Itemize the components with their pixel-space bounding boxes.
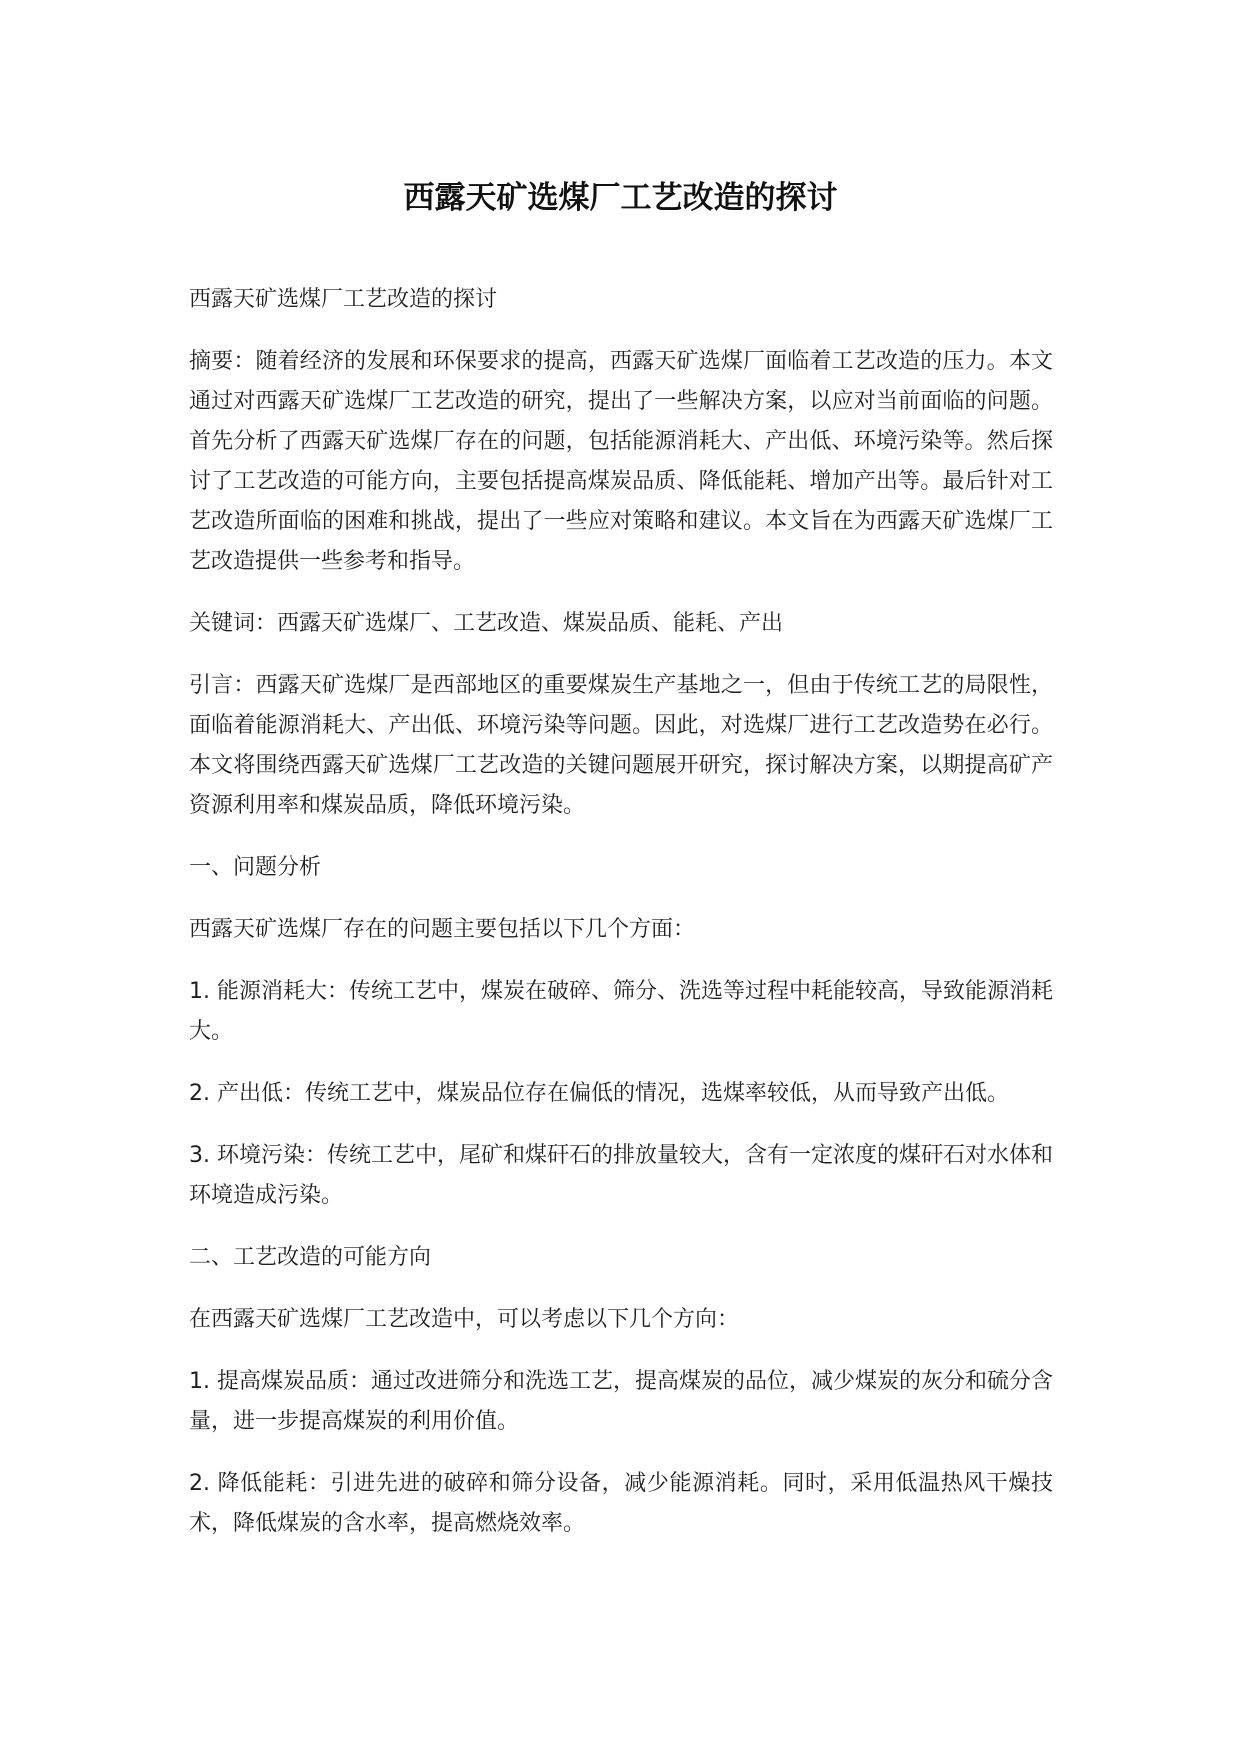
abstract-paragraph: 摘要：随着经济的发展和环保要求的提高，西露天矿选煤厂面临着工艺改造的压力。本文通过对西露天矿选煤厂工艺改造的研究，提出了一些解决方案，以应对当前面临的问题。首先分析了西露天矿选煤厂存在的问题，包括能源消耗大、产出低、环境污染等。然后探讨了工艺改造的可能方向，主要包括提高煤炭品质、降低能耗、增加产出等。最后针对工艺改造所面临的困难和挑战，提出了一些应对策略和建议。本文旨在为西露天矿选煤厂工艺改造提供一些参考和指导。 bbox=[189, 349, 1053, 574]
list-item: 3. 环境污染：传统工艺中，尾矿和煤矸石的排放量较大，含有一定浓度的煤矸石对水体和环境造成污染。 bbox=[189, 1143, 1053, 1208]
list-item: 2. 产出低：传统工艺中，煤炭品位存在偏低的情况，选煤率较低，从而导致产出低。 bbox=[189, 1081, 1009, 1106]
subtitle-paragraph: 西露天矿选煤厂工艺改造的探讨 bbox=[189, 287, 498, 312]
list-item: 1. 能源消耗大：传统工艺中，煤炭在破碎、筛分、洗选等过程中耗能较高，导致能源消耗大。 bbox=[189, 979, 1053, 1044]
document-body bbox=[189, 280, 1053, 1566]
body-paragraph: 在西露天矿选煤厂工艺改造中，可以考虑以下几个方向： bbox=[189, 1307, 740, 1332]
body-paragraph: 西露天矿选煤厂存在的问题主要包括以下几个方面： bbox=[189, 917, 696, 942]
section-heading-problem-analysis: 一、问题分析 bbox=[189, 855, 322, 880]
list-item: 1. 提高煤炭品质：通过改进筛分和洗选工艺，提高煤炭的品位，减少煤炭的灰分和硫分含量，进一步提高煤炭的利用价值。 bbox=[189, 1369, 1053, 1434]
section-heading-improvement-directions: 二、工艺改造的可能方向 bbox=[189, 1245, 432, 1270]
keywords-paragraph: 关键词：西露天矿选煤厂、工艺改造、煤炭品质、能耗、产出 bbox=[189, 611, 784, 636]
page-title: 西露天矿选煤厂工艺改造的探讨 bbox=[403, 180, 838, 216]
list-item: 2. 降低能耗：引进先进的破碎和筛分设备，减少能源消耗。同时，采用低温热风干燥技术，降低煤炭的含水率，提高燃烧效率。 bbox=[189, 1471, 1053, 1536]
introduction-paragraph: 引言：西露天矿选煤厂是西部地区的重要煤炭生产基地之一，但由于传统工艺的局限性，面临着能源消耗大、产出低、环境污染等问题。因此，对选煤厂进行工艺改造势在必行。本文将围绕西露天矿选煤厂工艺改造的关键问题展开研究，探讨解决方案，以期提高矿产资源利用率和煤炭品质，降低环境污染。 bbox=[189, 673, 1053, 818]
